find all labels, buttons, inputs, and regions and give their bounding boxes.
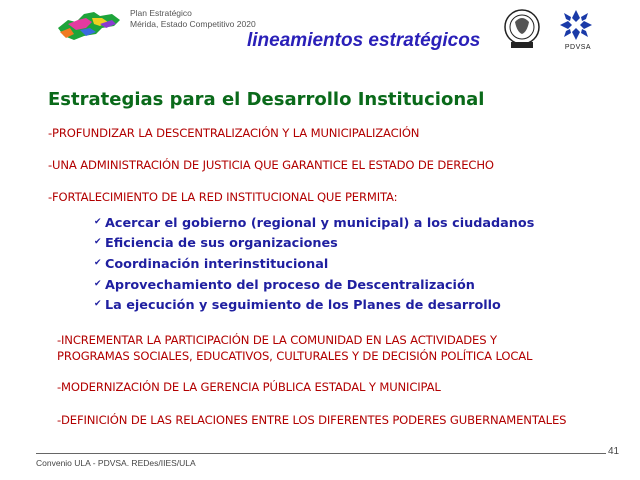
subtitle: lineamientos estratégicos <box>247 30 481 51</box>
strategy-item: -PROFUNDIZAR LA DESCENTRALIZACIÓN Y LA MUNICIPALIZACIÓN <box>48 126 420 140</box>
header-line-2: Mérida, Estado Competitivo 2020 <box>130 19 256 29</box>
pdvsa-text: PDVSA <box>564 44 592 51</box>
sub-item <box>94 216 534 231</box>
sub-item <box>94 278 475 293</box>
checkmark-icon: ✔ <box>94 279 102 289</box>
checkmark-icon: ✔ <box>94 217 102 227</box>
footer-text: Convenio ULA - PDVSA. REDes/IIES/ULA <box>36 458 196 468</box>
sub-item <box>94 298 501 313</box>
sub-item-label: Aprovechamiento del proceso de Descentralización <box>105 278 475 293</box>
checkmark-icon: ✔ <box>94 299 102 309</box>
strategy-item <box>57 332 532 364</box>
seal-logo <box>503 8 541 50</box>
header-line-1: Plan Estratégico <box>130 8 192 18</box>
sub-item-label: Acercar el gobierno (regional y municipal) a los ciudadanos <box>105 216 535 231</box>
page-number: 41 <box>608 446 620 457</box>
strategy-item: -DEFINICIÓN DE LAS RELACIONES ENTRE LOS DIFERENTES PODERES GUBERNAMENTALES <box>57 413 567 427</box>
sub-item <box>94 236 338 251</box>
sub-item <box>94 257 328 272</box>
footer-divider <box>36 453 606 454</box>
strategy-item: -MODERNIZACIÓN DE LA GERENCIA PÚBLICA ESTADAL Y MUNICIPAL <box>57 380 441 394</box>
strategy-item: -FORTALECIMIENTO DE LA RED INSTITUCIONAL QUE PERMITA: <box>48 190 398 204</box>
checkmark-icon: ✔ <box>94 258 102 268</box>
pdvsa-logo <box>556 8 596 42</box>
sub-item-label: Coordinación interinstitucional <box>105 257 329 272</box>
sub-item-label: La ejecución y seguimiento de los Planes de desarrollo <box>105 298 501 313</box>
strategy-item-line: -INCREMENTAR LA PARTICIPACIÓN DE LA COMUNIDAD EN LAS ACTIVIDADES Y <box>57 333 497 347</box>
section-title: Estrategias para el Desarrollo Institucional <box>48 89 485 110</box>
strategy-item: -UNA ADMINISTRACIÓN DE JUSTICIA QUE GARANTICE EL ESTADO DE DERECHO <box>48 158 494 172</box>
checkmark-icon: ✔ <box>94 237 102 247</box>
merida-map-logo <box>56 6 122 42</box>
strategy-item-line: PROGRAMAS SOCIALES, EDUCATIVOS, CULTURALES Y DE DECISIÓN POLÍTICA LOCAL <box>57 349 533 363</box>
sub-item-label: Eficiencia de sus organizaciones <box>105 236 338 251</box>
